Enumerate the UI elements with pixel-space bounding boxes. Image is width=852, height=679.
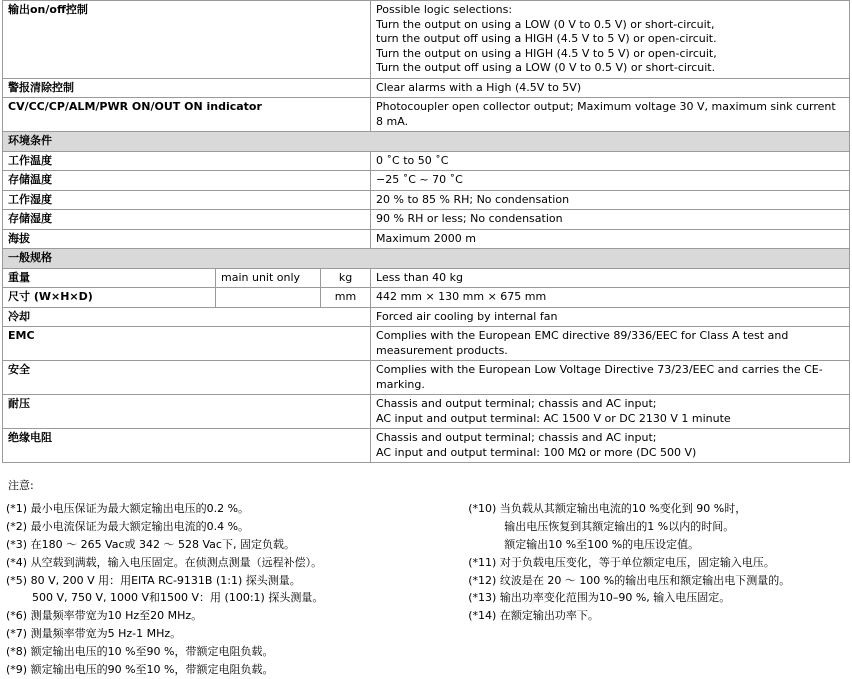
specifications-table-body [3, 1, 850, 463]
table-row [3, 171, 850, 191]
value-line: Possible logic selections: [376, 3, 513, 16]
row-label: 工作湿度 [3, 190, 371, 210]
row-qualifier: main unit only [216, 268, 321, 288]
row-value [371, 78, 850, 98]
note-item: (*5) 80 V, 200 V 用：用EITA RC-9131B (1:1) 探头测量。 [6, 573, 301, 587]
value-line: AC input and output terminal: AC 1500 V or DC 2130 V 1 minute [376, 411, 731, 425]
note-item: (*3) 在180 ～ 265 Vac或 342 ～ 528 Vac下, 固定负载。 [6, 538, 295, 552]
note-item: (*6) 测量频率带宽为10 Hz至20 MHz。 [6, 609, 203, 623]
row-value: Complies with the European Low Voltage Directive 73/23/EEC and carries the CE-marking. [371, 361, 850, 395]
table-row [3, 327, 850, 361]
notes-column-right [468, 500, 846, 678]
notes-section [0, 477, 852, 678]
specifications-table [2, 0, 850, 463]
table-row [3, 151, 850, 171]
row-label: 重量 [3, 268, 216, 288]
row-label: 冷却 [3, 307, 371, 327]
note-item: (*13) 输出功率变化范围为10–90 %, 输入电压固定。 [468, 591, 731, 605]
table-row [3, 268, 850, 288]
table-section-row [3, 249, 850, 269]
row-unit: kg [321, 268, 371, 288]
notes-title: 注意: [8, 479, 34, 493]
value-line: turn the output off using a HIGH (4.5 V to 5 V) or open-circuit. [376, 32, 717, 46]
row-label: 存储温度 [3, 171, 371, 191]
value-line: AC input and output terminal: 100 MΩ or more (DC 500 V) [376, 445, 697, 459]
table-row [3, 395, 850, 429]
row-label: 绝缘电阻 [3, 429, 371, 463]
value-line: Chassis and output terminal; chassis and AC input; [376, 397, 657, 411]
table-row [3, 190, 850, 210]
table-row [3, 361, 850, 395]
row-value: 20 % to 85 % RH; No condensation [371, 190, 850, 210]
note-item: (*7) 测量频率带宽为5 Hz-1 MHz。 [6, 627, 182, 641]
table-row [3, 229, 850, 249]
row-value: 0 ˚C to 50 ˚C [371, 151, 850, 171]
row-value [371, 98, 850, 132]
value-line: Chassis and output terminal; chassis and AC input; [376, 431, 657, 445]
table-row [3, 307, 850, 327]
row-value [371, 395, 850, 429]
row-value: Complies with the European EMC directive 89/336/EEC for Class A test and measurement products. [371, 327, 850, 361]
notes-column-left [6, 500, 468, 678]
row-label: EMC [3, 327, 371, 361]
table-section-row [3, 132, 850, 152]
note-item: (*14) 在额定输出功率下。 [468, 609, 599, 623]
note-item: (*2) 最小电流保证为最大额定输出电流的0.4 %。 [6, 520, 250, 534]
note-item: 500 V, 750 V, 1000 V和1500 V：用 (100:1) 探头测量。 [32, 591, 324, 605]
note-item: (*10) 当负载从其额定输出电流的10 %变化到 90 %时， [468, 502, 747, 516]
value-line: Photocoupler open collector output; Maximum voltage 30 V, maximum sink current 8 mA. [376, 100, 836, 128]
table-row [3, 98, 850, 132]
note-item: (*8) 额定输出电压的10 %至90 %，带额定电阻负载。 [6, 644, 274, 658]
note-item: (*4) 从空载到满载，输入电压固定。在侦测点测量（远程补偿）。 [6, 555, 323, 569]
section-header: 一般规格 [3, 249, 850, 269]
section-header: 环境条件 [3, 132, 850, 152]
row-value [371, 1, 850, 79]
note-item: (*12) 纹波是在 20 ～ 100 %的输出电压和额定输出电下测量的。 [468, 573, 791, 587]
table-row [3, 1, 850, 79]
row-label: 耐压 [3, 395, 371, 429]
note-item: 额定输出10 %至100 %的电压设定值。 [504, 538, 700, 552]
value-line: Turn the output off using a LOW (0 V to 0.5 V) or short-circuit. [376, 61, 716, 75]
row-value [371, 429, 850, 463]
row-value: 442 mm × 130 mm × 675 mm [371, 288, 850, 308]
row-value: Less than 40 kg [371, 268, 850, 288]
row-label: 尺寸 (W×H×D) [3, 288, 216, 308]
note-item: (*11) 对于负载电压变化，等于单位额定电压，固定输入电压。 [468, 555, 775, 569]
row-qualifier [216, 288, 321, 308]
row-value: 90 % RH or less; No condensation [371, 210, 850, 230]
value-line: Turn the output on using a HIGH (4.5 V to 5 V) or open-circuit, [376, 46, 717, 60]
note-item: (*1) 最小电压保证为最大额定输出电压的0.2 %。 [6, 502, 250, 516]
row-unit: mm [321, 288, 371, 308]
value-line: Clear alarms with a High (4.5V to 5V) [376, 80, 582, 94]
row-value: Maximum 2000 m [371, 229, 850, 249]
note-item: (*9) 额定输出电压的90 %至10 %，带额定电阻负载。 [6, 662, 274, 676]
row-value: −25 ˚C ~ 70 ˚C [371, 171, 850, 191]
row-label: 输出on/off控制 [3, 1, 371, 79]
notes-columns [6, 500, 846, 678]
note-item: 输出电压恢复到其额定输出的1 %以内的时间。 [504, 520, 735, 534]
row-label: CV/CC/CP/ALM/PWR ON/OUT ON indicator [3, 98, 371, 132]
row-label: 警报清除控制 [3, 78, 371, 98]
table-row [3, 288, 850, 308]
value-line: Turn the output on using a LOW (0 V to 0.5 V) or short-circuit, [376, 17, 715, 31]
table-row [3, 429, 850, 463]
table-row [3, 210, 850, 230]
row-label: 海拔 [3, 229, 371, 249]
row-label: 存储湿度 [3, 210, 371, 230]
row-label: 安全 [3, 361, 371, 395]
table-row [3, 78, 850, 98]
row-label: 工作温度 [3, 151, 371, 171]
row-value: Forced air cooling by internal fan [371, 307, 850, 327]
